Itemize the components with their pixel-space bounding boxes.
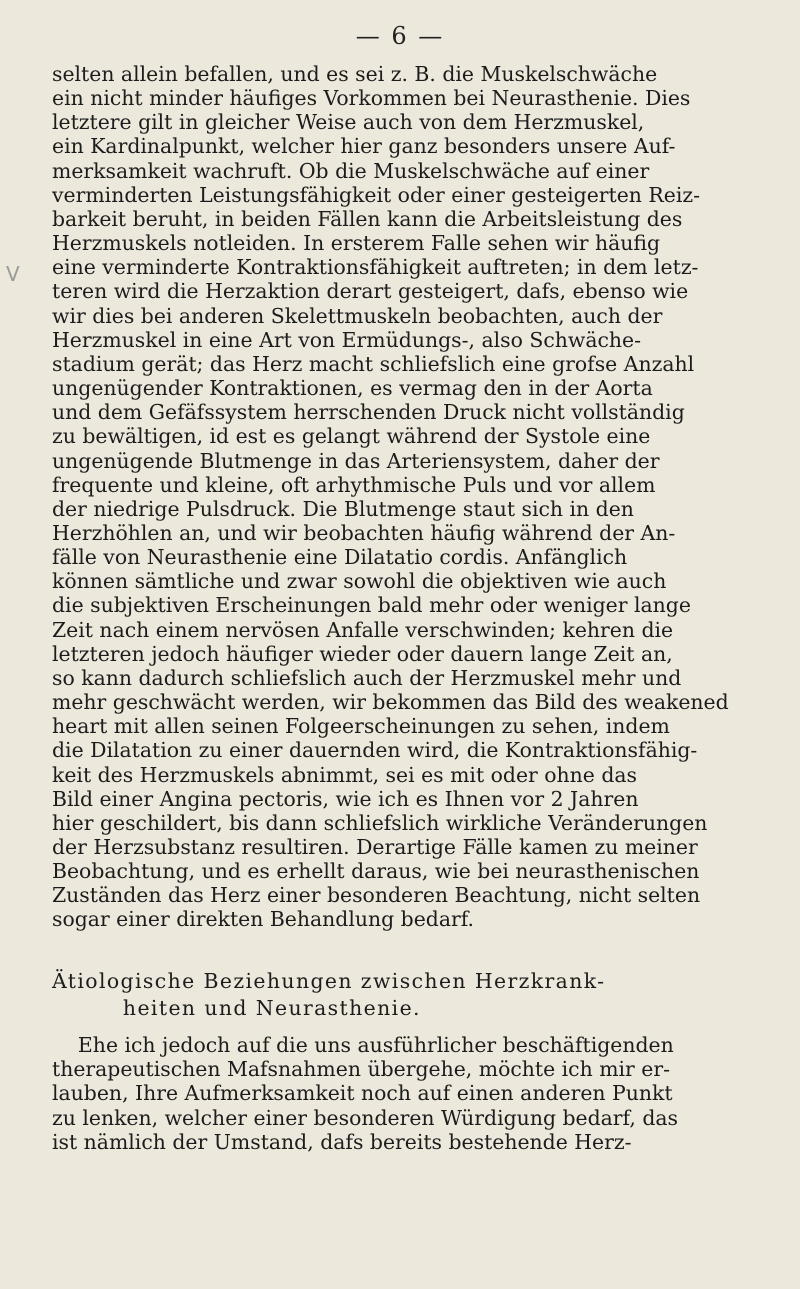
paragraph-continuation: Ehe ich jedoch auf die uns ausführlicher beschäftigenden therapeutischen Mafsnahmen übergehe, möchte ich mir er- lauben, Ihre Aufmerksamkeit noch auf einen anderen Punkt zu lenken, welcher einer besonderen Würdigung bedarf, das ist nämlich der Umstand, dafs bereits bestehende Herz-	[52, 1033, 679, 1154]
margin-pencil-mark: V	[6, 262, 20, 286]
paragraph-main: selten allein befallen, und es sei z. B. die Muskelschwäche ein nicht minder häufiges Vorkommen bei Neurasthenie. Dies letztere gilt in gleicher Weise auch von dem Herzmuskel, ein Kardinalpunkt, welcher hier ganz besonders unsere Auf- merksamkeit wachruft. Ob die Muskelschwäche auf einer verminderten Leistungsfähigkeit oder einer gesteigerten Reiz- barkeit beruht, in beiden Fällen kann die Arbeitsleistung des Herzmuskels notleiden. In ersterem Falle sehen wir häufig eine verminderte Kontraktionsfähigkeit auftreten; in dem letz- teren wird die Herzaktion derart gesteigert, dafs, ebenso wie wir dies bei anderen Skelettmuskeln beobachten, auch der Herzmuskel in eine Art von Ermüdungs-, also Schwäche- stadium gerät; das Herz macht schliefslich eine grofse Anzahl ungenügender Kontraktionen, es vermag den in der Aorta und dem Gefäfssystem herrschenden Druck nicht vollständig zu bewältigen, id est es gelangt während der Systole eine ungenügende Blutmenge in das Arteriensystem, daher der frequente und kleine, oft arhythmische Puls und vor allem der niedrige Pulsdruck. Die Blutmenge staut sich in den Herzhöhlen an, und wir beobachten häufig während der An- fälle von Neurasthenie eine Dilatatio cordis. Anfänglich können sämtliche und zwar sowohl die objektiven wie auch die subjektiven Erscheinungen bald mehr oder weniger lange Zeit nach einem nervösen Anfalle verschwinden; kehren die letzteren jedoch häufiger wieder oder dauern lange Zeit an, so kann dadurch schliefslich auch der Herzmuskel mehr und mehr geschwächt werden, wir bekommen das Bild des weakened heart mit allen seinen Folgeerscheinungen zu sehen, indem die Dilatation zu einer dauernden wird, die Kontraktionsfähig- keit des Herzmuskels abnimmt, sei es mit oder ohne das Bild einer Angina pectoris, wie ich es Ihnen vor 2 Jahren hier geschildert, bis dann schliefslich wirkliche Veränderungen der Herzsubstanz resultiren. Derartige Fälle kamen zu meiner Beobachtung, und es erhellt daraus, wie bei neurasthenischen Zuständen das Herz einer besonderen Beachtung, nicht selten sogar einer direkten Behandlung bedarf.	[52, 62, 729, 932]
section-heading: Ätiologische Beziehungen zwischen Herzkrank- heiten und Neurasthenie.	[52, 969, 606, 1020]
page-number: — 6 —	[355, 22, 445, 50]
